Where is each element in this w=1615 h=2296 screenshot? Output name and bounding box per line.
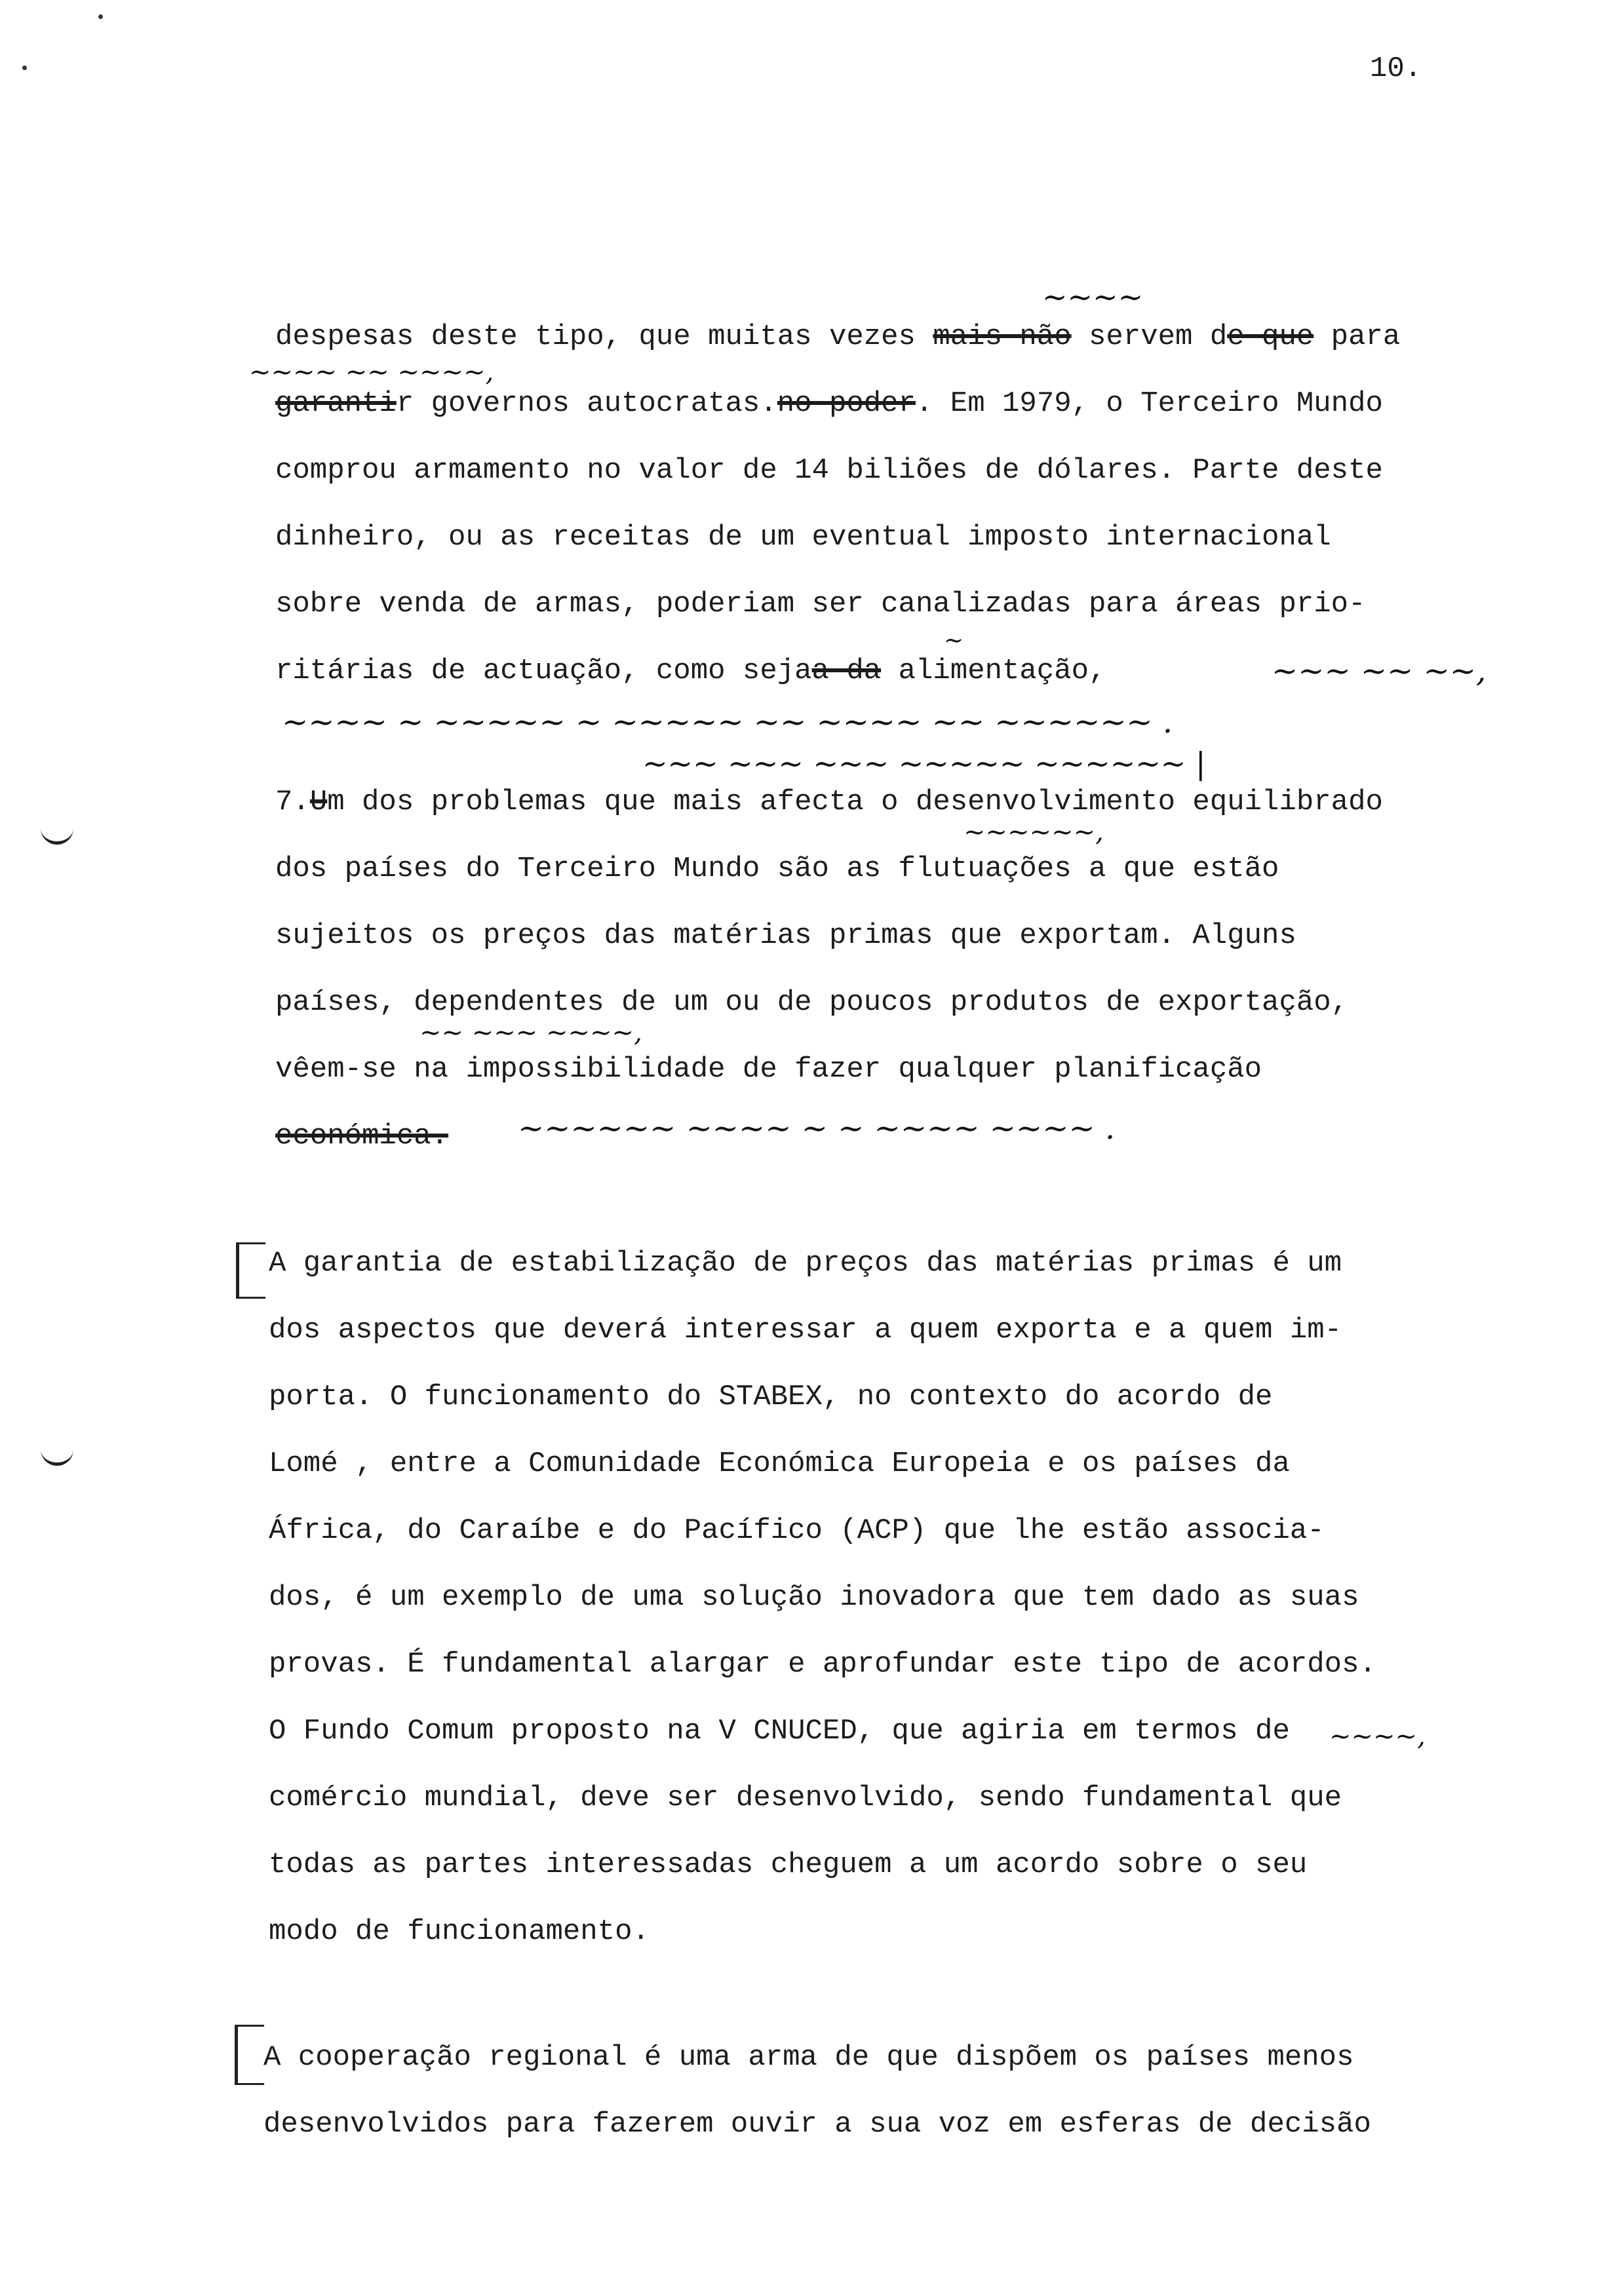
paragraph-2-line-2: dos países do Terceiro Mundo são as flutuações a que estão [275, 852, 1279, 885]
scan-speck [98, 14, 103, 19]
paragraph-4-line: desenvolvidos para fazerem ouvir a sua voz em esferas de decisão [263, 2108, 1371, 2141]
paragraph-3-line: todas as partes interessadas cheguem a um acordo sobre o seu [269, 1848, 1308, 1881]
scan-speck [22, 66, 27, 70]
paragraph-2-line-5: vêem-se na impossibilidade de fazer qualquer planificação [275, 1053, 1262, 1086]
paragraph-3-line: dos, é um exemplo de uma solução inovadora que tem dado as suas [269, 1581, 1359, 1614]
paragraph-bracket [236, 1242, 265, 1299]
paragraph-3-line: porta. O funcionamento do STABEX, no contexto do acordo de [269, 1381, 1273, 1413]
paragraph-3-line: O Fundo Comum proposto na V CNUCED, que agiria em termos de [269, 1715, 1290, 1748]
handwritten-insertion: ~~~~~~, [963, 817, 1104, 847]
handwritten-insertion: ~~~ ~~~ ~~~ ~~~~~ ~~~~~~ | [642, 746, 1206, 781]
paragraph-3-line: A garantia de estabilização de preços das matérias primas é um [269, 1247, 1342, 1280]
paragraph-1-line-6: ritárias de actuação, como sejaa da alimentação, [275, 655, 1106, 687]
paragraph-1-line-4: dinheiro, ou as receitas de um eventual imposto internacional [275, 521, 1331, 554]
handwritten-insertion: ~~~~ ~ ~~~~~ ~ ~~~~~ ~~ ~~~~ ~~ ~~~~~~ . [282, 704, 1173, 740]
page-number: 10. [1370, 52, 1422, 85]
handwritten-insertion: ~~~ ~~ ~~, [1272, 653, 1487, 689]
handwritten-insertion: ~~~~ ~~ ~~~~, [249, 357, 494, 387]
margin-mark [41, 827, 73, 845]
paragraph-1-line-5: sobre venda de armas, poderiam ser canalizadas para áreas prio- [275, 588, 1366, 621]
handwritten-insertion: ~~~~~~ ~~~~ ~ ~ ~~~~ ~~~~ . [518, 1110, 1116, 1147]
paragraph-1-line-1: despesas deste tipo, que muitas vezes mais não servem de que para [275, 320, 1401, 353]
paragraph-4-line: A cooperação regional é uma arma de que dispõem os países menos [263, 2041, 1354, 2074]
paragraph-3-line: Lomé , entre a Comunidade Económica Europeia e os países da [269, 1447, 1290, 1480]
paragraph-3-line: África, do Caraíbe e do Pacífico (ACP) que lhe estão associa- [269, 1514, 1325, 1547]
paragraph-1-line-3: comprou armamento no valor de 14 biliões de dólares. Parte deste [275, 454, 1383, 487]
paragraph-3-line: modo de funcionamento. [269, 1915, 650, 1948]
paragraph-3-line: comércio mundial, deve ser desenvolvido, sendo fundamental que [269, 1782, 1342, 1814]
margin-mark [41, 1448, 73, 1466]
handwritten-insertion: ~~~~, [1329, 1721, 1426, 1751]
paragraph-bracket [235, 2025, 264, 2085]
paragraph-2-line-6: económica. [275, 1120, 449, 1153]
paragraph-2-line-1: 7.Um dos problemas que mais afecta o desenvolvimento equilibrado [275, 786, 1383, 818]
paragraph-3-line: dos aspectos que deverá interessar a quem exporta e a quem im- [269, 1314, 1342, 1347]
paragraph-3-line: provas. É fundamental alargar e aprofundar este tipo de acordos. [269, 1648, 1376, 1681]
handwritten-insertion: ~~ ~~~ ~~~~, [419, 1018, 642, 1048]
handwritten-insertion: ~ [944, 627, 964, 654]
handwritten-insertion: ~~~~ [1042, 279, 1144, 315]
paragraph-1-line-2: garantir governos autocratas.no poder. Em 1979, o Terceiro Mundo [275, 387, 1383, 420]
paragraph-2-line-3: sujeitos os preços das matérias primas que exportam. Alguns [275, 919, 1296, 952]
paragraph-2-line-4: países, dependentes de um ou de poucos produtos de exportação, [275, 986, 1349, 1019]
